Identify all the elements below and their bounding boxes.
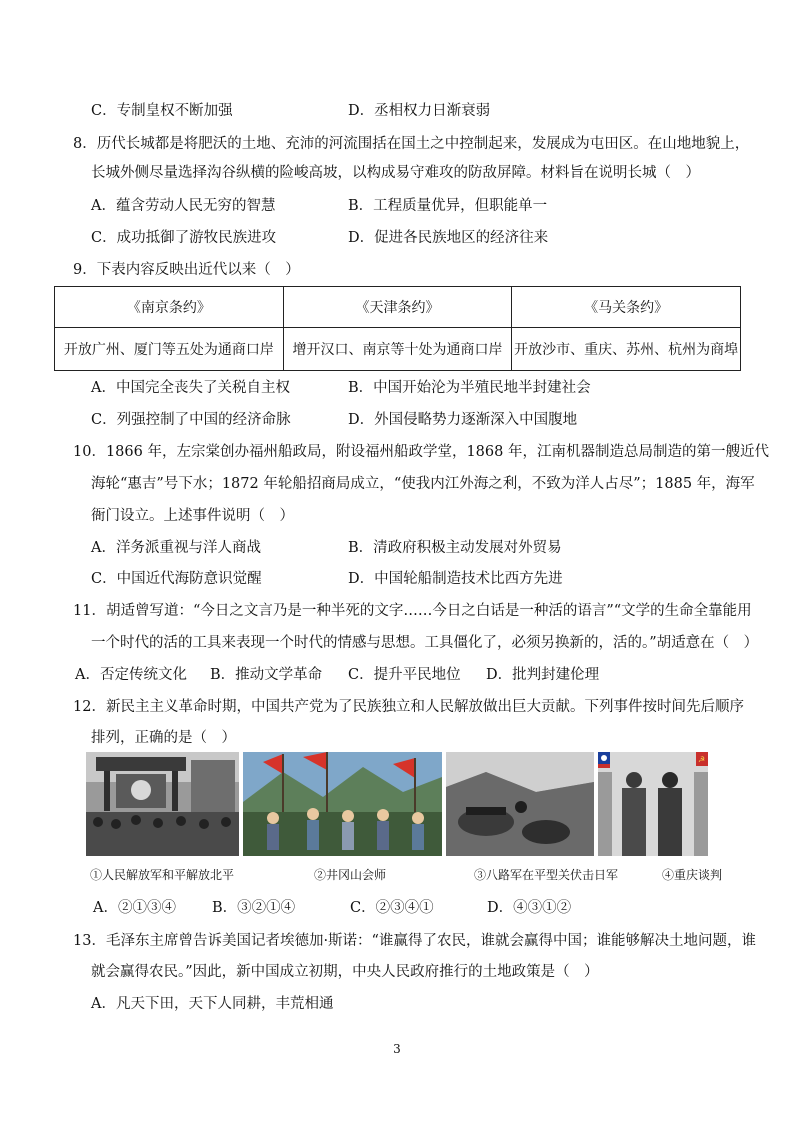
q9-option-b: B．中国开始沦为半殖民地半封建社会 — [348, 380, 591, 396]
q13-option-a: A．凡天下田，天下人同耕，丰荒相通 — [91, 996, 334, 1012]
treaty-table — [54, 286, 741, 371]
table-header: 《南京条约》 — [55, 287, 284, 328]
q10-option-d: D．中国轮船制造技术比西方先进 — [348, 571, 563, 587]
q9-option-c: C．列强控制了中国的经济命脉 — [91, 412, 291, 428]
q8-option-b: B．工程质量优异，但职能单一 — [348, 198, 548, 214]
q10-stem-line2: 海轮“惠吉”号下水；1872 年轮船招商局成立，“使我内江外海之利，不致为洋人占尽”；1885 年，海军 — [91, 476, 755, 492]
svg-text:☭: ☭ — [698, 755, 706, 764]
photo-pingxingguan-ambush — [446, 752, 594, 856]
q10-option-c: C．中国近代海防意识觉醒 — [91, 571, 262, 587]
q10-stem-line1: 10．1866 年，左宗棠创办福州船政局，附设福州船政学堂，1868 年，江南机器制造总局制造的第一艘近代 — [73, 444, 769, 460]
q8-option-a: A．蕴含劳动人民无穷的智慧 — [91, 198, 276, 214]
q11-option-b: B．推动文学革命 — [210, 667, 323, 683]
caption-2: ②井冈山会师 — [314, 868, 387, 882]
q7-option-c: C．专制皇权不断加强 — [91, 103, 233, 119]
caption-4: ④重庆谈判 — [662, 868, 723, 882]
q7-option-d: D．丞相权力日渐衰弱 — [348, 103, 491, 119]
q11-stem-line1: 11．胡适曾写道：“今日之文言乃是一种半死的文字……今日之白话是一种活的语言”“文学的生命全靠能用 — [73, 603, 752, 619]
painting-jinggangshan-meeting — [243, 752, 442, 856]
q8-option-c: C．成功抵御了游牧民族进攻 — [91, 230, 277, 246]
q8-option-d: D．促进各民族地区的经济往来 — [348, 230, 549, 246]
table-header: 《马关条约》 — [512, 287, 741, 328]
table-header: 《天津条约》 — [283, 287, 512, 328]
q8-stem-line1: 8．历代长城都是将肥沃的土地、充沛的河流围括在国土之中控制起来，发展成为屯田区。在山地地貌上， — [73, 136, 750, 152]
q12-option-c: C．②③④① — [350, 900, 434, 916]
q12-stem-line1: 12．新民主主义革命时期，中国共产党为了民族独立和人民解放做出巨大贡献。下列事件按时间先后顺序 — [73, 699, 744, 715]
table-cell: 增开汉口、南京等十处为通商口岸 — [283, 328, 512, 371]
q12-stem-line2: 排列，正确的是（ ） — [91, 730, 236, 746]
q13-stem-line2: 就会赢得农民。”因此，新中国成立初期，中央人民政府推行的土地政策是（ ） — [91, 964, 599, 980]
caption-1: ①人民解放军和平解放北平 — [90, 868, 235, 882]
q9-option-a: A．中国完全丧失了关税自主权 — [91, 380, 290, 396]
photo-peiping-liberation — [86, 752, 239, 856]
q11-stem-line2: 一个时代的活的工具来表现一个时代的情感与思想。工具僵化了，必须另换新的，活的。”胡适意在（ ） — [91, 635, 759, 651]
page-number: 3 — [393, 1042, 401, 1056]
photo-chongqing-negotiations — [598, 752, 708, 856]
q10-option-b: B．清政府积极主动发展对外贸易 — [348, 540, 562, 556]
q12-option-b: B．③②①④ — [212, 900, 296, 916]
q8-stem-line2: 长城外侧尽量选择沟谷纵横的险峻高坡，以构成易守难攻的防敌屏障。材料旨在说明长城（ ） — [91, 165, 700, 181]
table-cell: 开放广州、厦门等五处为通商口岸 — [55, 328, 284, 371]
table-cell: 开放沙市、重庆、苏州、杭州为商埠 — [512, 328, 741, 371]
q10-option-a: A．洋务派重视与洋人商战 — [91, 540, 261, 556]
q11-option-d: D．批判封建伦理 — [486, 667, 600, 683]
q9-option-d: D．外国侵略势力逐渐深入中国腹地 — [348, 412, 578, 428]
q11-option-a: A．否定传统文化 — [75, 667, 187, 683]
q10-stem-line3: 衙门设立。上述事件说明（ ） — [91, 508, 294, 524]
caption-3: ③八路军在平型关伏击日军 — [474, 868, 619, 882]
q9-stem: 9．下表内容反映出近代以来（ ） — [73, 262, 300, 278]
q12-option-d: D．④③①② — [487, 900, 572, 916]
q12-option-a: A．②①③④ — [93, 900, 176, 916]
q13-stem-line1: 13．毛泽东主席曾告诉美国记者埃德加·斯诺：“谁赢得了农民，谁就会赢得中国；谁能够解决土地问题，谁 — [73, 933, 756, 949]
q11-option-c: C．提升平民地位 — [348, 667, 461, 683]
